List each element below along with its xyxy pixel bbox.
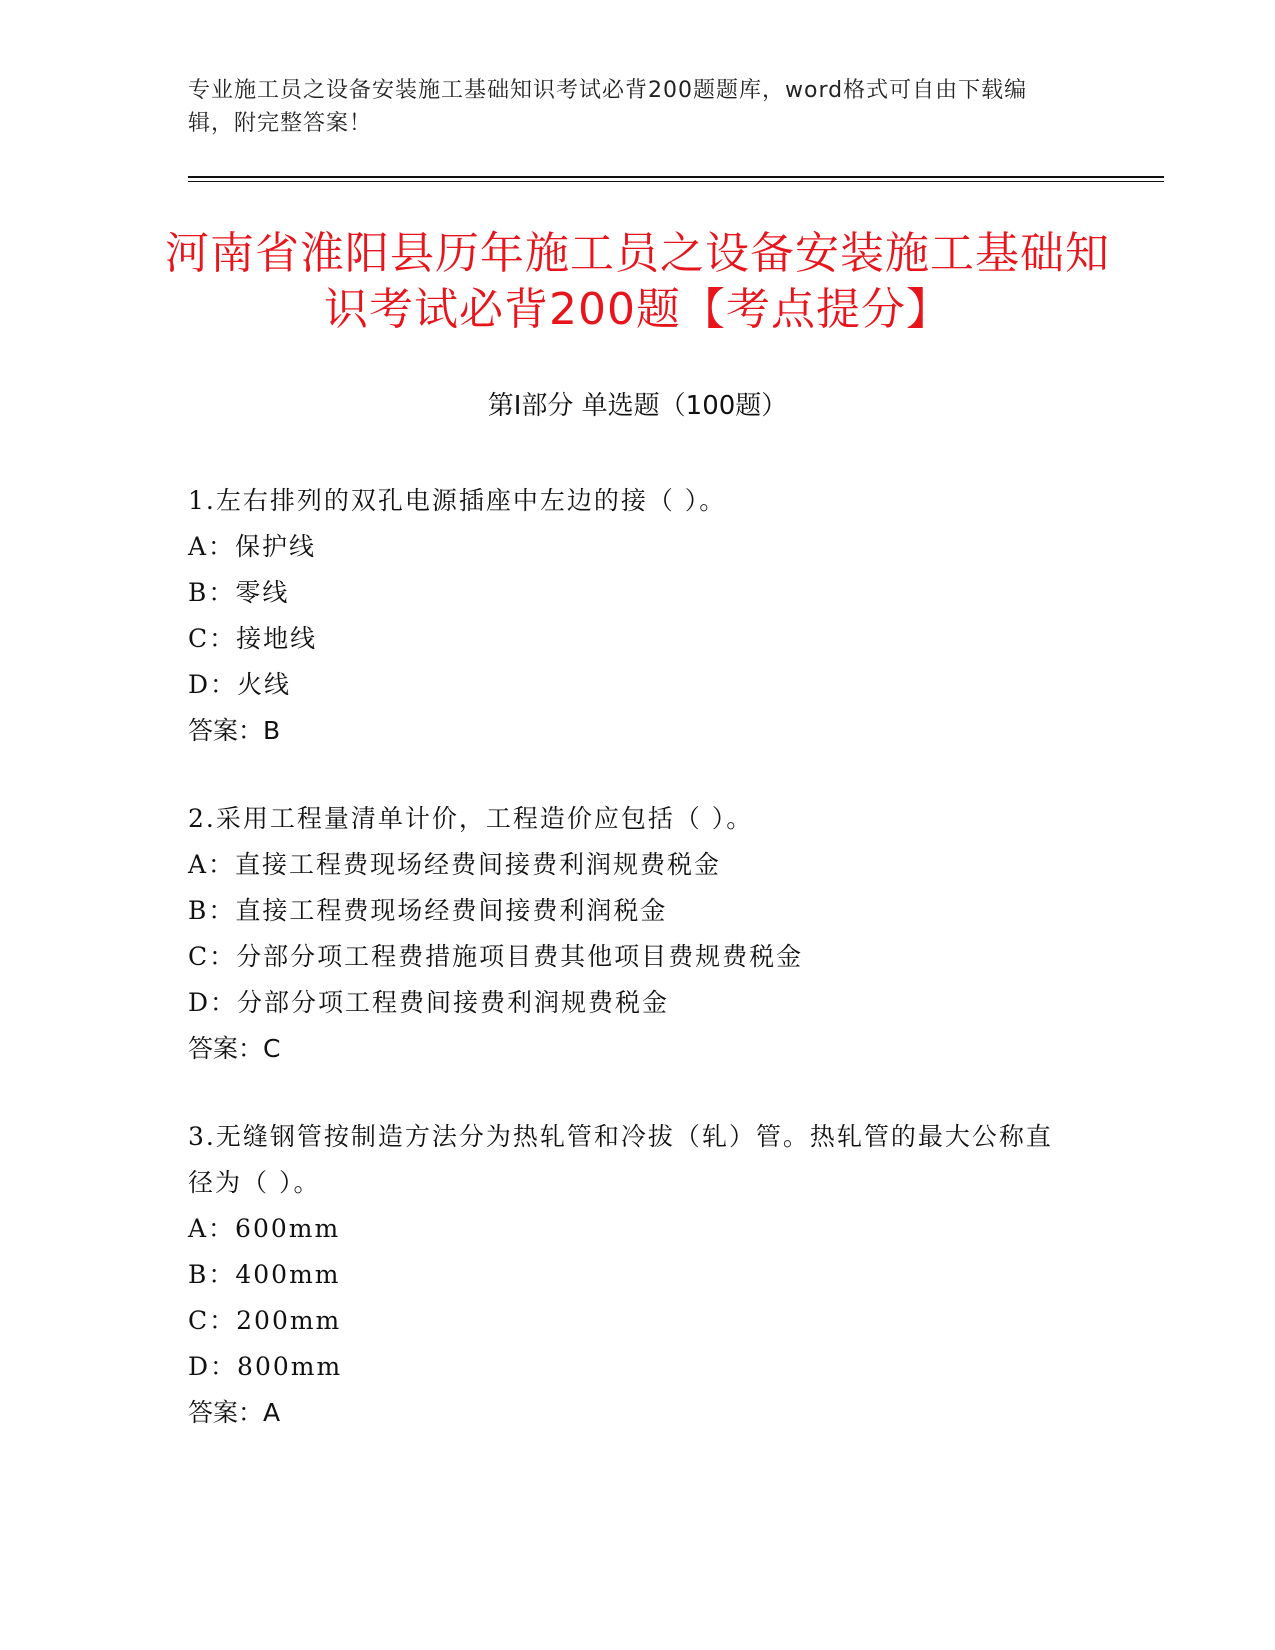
- option-d: D：分部分项工程费间接费利润规费税金: [188, 988, 670, 1017]
- header-rule-thick: [188, 176, 1164, 178]
- question-1: [188, 478, 1068, 754]
- option-a: A：保护线: [188, 532, 317, 561]
- option-b: B：零线: [188, 578, 290, 607]
- header-note: 专业施工员之设备安装施工基础知识考试必背200题题库，word格式可自由下载编辑，附完整答案！: [188, 78, 1028, 136]
- document-title: 河南省淮阳县历年施工员之设备安装施工基础知识考试必背200题【考点提分】: [165, 228, 1110, 335]
- section-title: 第Ⅰ部分 单选题（100题）: [487, 391, 788, 421]
- option-c: C：200mm: [188, 1306, 342, 1335]
- option-b: B：直接工程费现场经费间接费利润税金: [188, 896, 668, 925]
- question-stem: 3.无缝钢管按制造方法分为热轧管和冷拔（轧）管。热轧管的最大公称直径为（ ）。: [188, 1122, 1053, 1197]
- answer-line: 答案：C: [188, 1034, 281, 1063]
- question-3: [188, 1114, 1068, 1436]
- option-d: D：800mm: [188, 1352, 343, 1381]
- option-d: D：火线: [188, 670, 292, 699]
- answer-line: 答案：A: [188, 1398, 281, 1427]
- option-b: B：400mm: [188, 1260, 341, 1289]
- question-stem: 1.左右排列的双孔电源插座中左边的接（ ）。: [188, 486, 727, 515]
- header-rule-thin: [188, 181, 1164, 182]
- option-a: A：直接工程费现场经费间接费利润规费税金: [188, 850, 722, 879]
- question-list: [188, 478, 1068, 1478]
- answer-line: 答案：B: [188, 716, 281, 745]
- option-c: C：分部分项工程费措施项目费其他项目费规费税金: [188, 942, 804, 971]
- question-stem: 2.采用工程量清单计价，工程造价应包括（ ）。: [188, 804, 754, 833]
- question-2: [188, 796, 1068, 1072]
- option-a: A：600mm: [188, 1214, 341, 1243]
- option-c: C：接地线: [188, 624, 318, 653]
